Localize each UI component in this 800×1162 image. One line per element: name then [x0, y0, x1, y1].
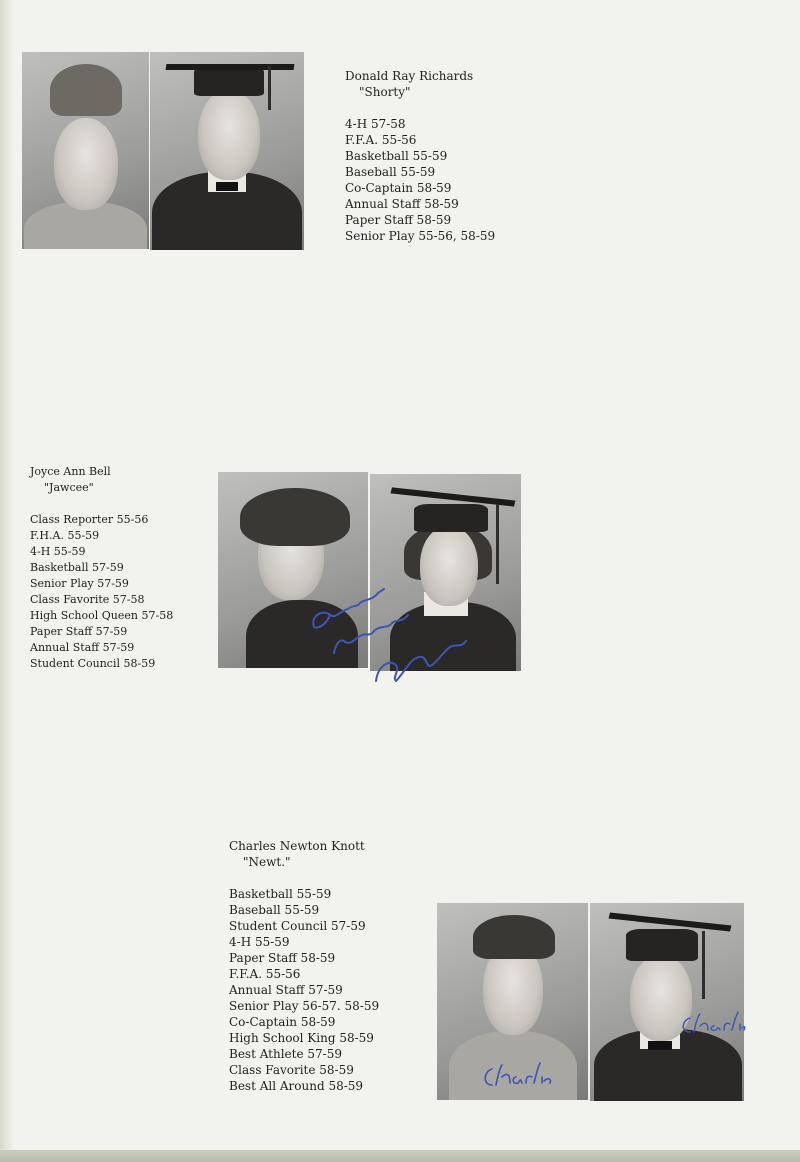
activities-list — [229, 886, 429, 1094]
activity-item: 4-H 55-59 — [30, 545, 86, 558]
activity-item: Senior Play 57-59 — [30, 577, 129, 590]
student-portrait-casual — [22, 52, 149, 249]
activity-item: Annual Staff 57-59 — [229, 983, 343, 997]
activity-item: Co-Captain 58-59 — [345, 181, 452, 195]
activity-item: Best All Around 58-59 — [229, 1079, 364, 1093]
activity-item: Basketball 57-59 — [30, 561, 124, 574]
activity-item: Class Favorite 57-58 — [30, 593, 145, 606]
activity-item: Baseball 55-59 — [345, 165, 436, 179]
activity-item: Class Favorite 58-59 — [229, 1063, 354, 1077]
activities-list — [345, 116, 575, 244]
activity-item: Class Reporter 55-56 — [30, 513, 149, 526]
activity-item: 4-H 57-58 — [345, 117, 406, 131]
student-portrait-graduation — [370, 474, 521, 671]
activity-item: F.H.A. 55-59 — [30, 529, 100, 542]
activity-item: Basketball 55-59 — [229, 887, 332, 901]
student-name: Joyce Ann Bell — [30, 465, 111, 478]
activity-item: Paper Staff 57-59 — [30, 625, 128, 638]
page-bottom-edge — [0, 1150, 800, 1162]
activity-item: Student Council 58-59 — [30, 657, 156, 670]
activity-item: F.F.A. 55-56 — [345, 133, 417, 147]
student-portrait-casual — [218, 472, 368, 668]
activity-item: Senior Play 56-57. 58-59 — [229, 999, 380, 1013]
student-entry-knott — [229, 838, 429, 1094]
activity-item: Senior Play 55-56, 58-59 — [345, 229, 496, 243]
activity-item: Student Council 57-59 — [229, 919, 366, 933]
activity-item: 4-H 55-59 — [229, 935, 290, 949]
activity-item: Baseball 55-59 — [229, 903, 320, 917]
student-entry-richards — [345, 68, 575, 244]
activity-item: Best Athlete 57-59 — [229, 1047, 342, 1061]
student-nickname: "Newt." — [243, 855, 291, 869]
activity-item: Paper Staff 58-59 — [229, 951, 336, 965]
student-portrait-graduation — [590, 903, 744, 1101]
activity-item: Annual Staff 57-59 — [30, 641, 135, 654]
student-name: Donald Ray Richards — [345, 69, 474, 83]
student-name: Charles Newton Knott — [229, 839, 365, 853]
student-nickname: "Jawcee" — [44, 481, 94, 494]
activities-list — [30, 512, 220, 672]
student-entry-bell — [30, 464, 220, 672]
activity-item: Co-Captain 58-59 — [229, 1015, 336, 1029]
activity-item: Basketball 55-59 — [345, 149, 448, 163]
activity-item: Paper Staff 58-59 — [345, 213, 452, 227]
activity-item: High School King 58-59 — [229, 1031, 374, 1045]
activity-item: High School Queen 57-58 — [30, 609, 174, 622]
student-portrait-graduation — [150, 52, 304, 250]
student-portrait-casual — [437, 903, 588, 1100]
activity-item: Annual Staff 58-59 — [345, 197, 459, 211]
binding-shadow — [0, 0, 14, 1150]
student-nickname: "Shorty" — [359, 85, 411, 99]
activity-item: F.F.A. 55-56 — [229, 967, 301, 981]
